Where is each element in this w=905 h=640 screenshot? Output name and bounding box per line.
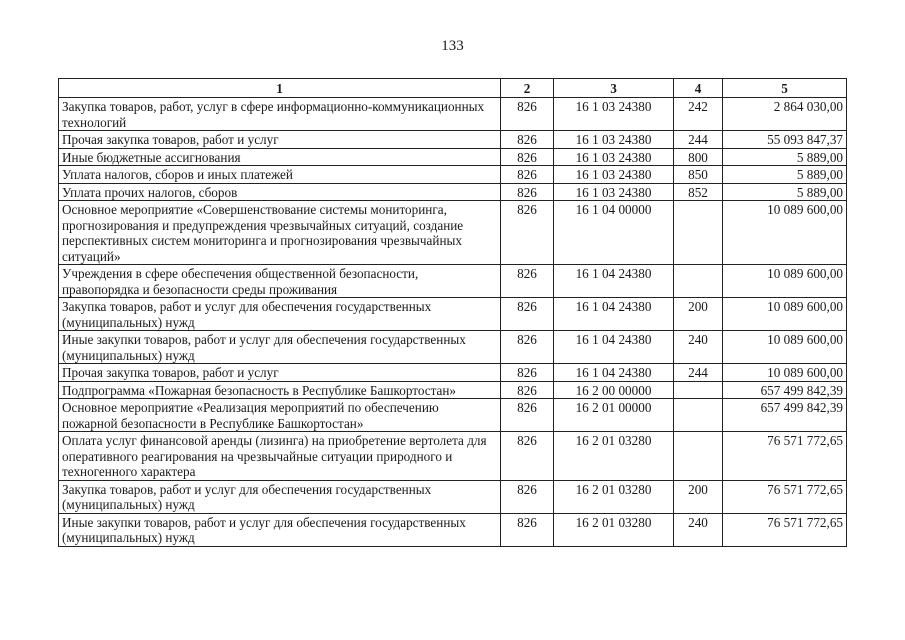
column-header: 3 xyxy=(554,79,674,98)
table-row xyxy=(59,166,847,184)
column-3-value: 16 1 03 24380 xyxy=(554,131,674,149)
item-name: Прочая закупка товаров, работ и услуг xyxy=(59,364,501,382)
amount: 5 889,00 xyxy=(723,183,847,201)
page-number: 133 xyxy=(441,38,464,54)
column-3-value: 16 2 01 03280 xyxy=(554,432,674,481)
column-4-value xyxy=(674,201,723,265)
column-4-value xyxy=(674,381,723,399)
column-4-value: 852 xyxy=(674,183,723,201)
table-row xyxy=(59,399,847,432)
column-3-value: 16 2 01 03280 xyxy=(554,480,674,513)
table-row xyxy=(59,331,847,364)
column-2-value: 826 xyxy=(501,148,554,166)
table-header-row xyxy=(59,79,847,98)
column-4-value: 200 xyxy=(674,298,723,331)
column-4-value: 240 xyxy=(674,513,723,546)
column-2-value: 826 xyxy=(501,201,554,265)
amount: 2 864 030,00 xyxy=(723,98,847,131)
item-name: Иные бюджетные ассигнования xyxy=(59,148,501,166)
item-name: Иные закупки товаров, работ и услуг для обеспечения государственных (муниципальных) нужд xyxy=(59,331,501,364)
amount: 5 889,00 xyxy=(723,166,847,184)
column-header: 5 xyxy=(723,79,847,98)
item-name: Прочая закупка товаров, работ и услуг xyxy=(59,131,501,149)
amount: 10 089 600,00 xyxy=(723,364,847,382)
table-row xyxy=(59,131,847,149)
table-row xyxy=(59,183,847,201)
column-2-value: 826 xyxy=(501,98,554,131)
amount: 657 499 842,39 xyxy=(723,381,847,399)
column-4-value: 242 xyxy=(674,98,723,131)
column-2-value: 826 xyxy=(501,298,554,331)
item-name: Оплата услуг финансовой аренды (лизинга) на приобретение вертолета для оперативного реагирования на чрезвычайные ситуации природного и техногенного характера xyxy=(59,432,501,481)
item-name: Уплата налогов, сборов и иных платежей xyxy=(59,166,501,184)
amount: 5 889,00 xyxy=(723,148,847,166)
column-3-value: 16 1 03 24380 xyxy=(554,166,674,184)
column-4-value: 244 xyxy=(674,364,723,382)
column-3-value: 16 2 01 03280 xyxy=(554,513,674,546)
column-3-value: 16 2 01 00000 xyxy=(554,399,674,432)
column-2-value: 826 xyxy=(501,131,554,149)
budget-table xyxy=(58,78,847,547)
amount: 76 571 772,65 xyxy=(723,480,847,513)
column-4-value xyxy=(674,399,723,432)
column-2-value: 826 xyxy=(501,183,554,201)
column-4-value: 850 xyxy=(674,166,723,184)
table-row xyxy=(59,513,847,546)
column-4-value: 240 xyxy=(674,331,723,364)
column-2-value: 826 xyxy=(501,381,554,399)
table-row xyxy=(59,364,847,382)
item-name: Уплата прочих налогов, сборов xyxy=(59,183,501,201)
table-row xyxy=(59,298,847,331)
column-4-value: 200 xyxy=(674,480,723,513)
table-row xyxy=(59,201,847,265)
amount: 10 089 600,00 xyxy=(723,298,847,331)
amount: 657 499 842,39 xyxy=(723,399,847,432)
item-name: Учреждения в сфере обеспечения общественной безопасности, правопорядка и безопасности среды проживания xyxy=(59,265,501,298)
item-name: Подпрограмма «Пожарная безопасность в Республике Башкортостан» xyxy=(59,381,501,399)
column-header: 4 xyxy=(674,79,723,98)
item-name: Иные закупки товаров, работ и услуг для обеспечения государственных (муниципальных) нужд xyxy=(59,513,501,546)
table-row xyxy=(59,148,847,166)
amount: 10 089 600,00 xyxy=(723,331,847,364)
column-4-value: 244 xyxy=(674,131,723,149)
column-2-value: 826 xyxy=(501,364,554,382)
table-row xyxy=(59,98,847,131)
column-2-value: 826 xyxy=(501,513,554,546)
column-3-value: 16 1 04 24380 xyxy=(554,298,674,331)
item-name: Основное мероприятие «Реализация мероприятий по обеспечению пожарной безопасности в Республике Башкортостан» xyxy=(59,399,501,432)
item-name: Закупка товаров, работ и услуг для обеспечения государственных (муниципальных) нужд xyxy=(59,480,501,513)
column-2-value: 826 xyxy=(501,480,554,513)
amount: 10 089 600,00 xyxy=(723,265,847,298)
item-name: Закупка товаров, работ и услуг для обеспечения государственных (муниципальных) нужд xyxy=(59,298,501,331)
table-row xyxy=(59,432,847,481)
column-3-value: 16 1 04 24380 xyxy=(554,331,674,364)
column-4-value: 800 xyxy=(674,148,723,166)
column-2-value: 826 xyxy=(501,331,554,364)
column-3-value: 16 2 00 00000 xyxy=(554,381,674,399)
column-2-value: 826 xyxy=(501,166,554,184)
amount: 10 089 600,00 xyxy=(723,201,847,265)
column-3-value: 16 1 03 24380 xyxy=(554,148,674,166)
column-2-value: 826 xyxy=(501,265,554,298)
column-3-value: 16 1 03 24380 xyxy=(554,98,674,131)
amount: 55 093 847,37 xyxy=(723,131,847,149)
column-4-value xyxy=(674,432,723,481)
amount: 76 571 772,65 xyxy=(723,432,847,481)
amount: 76 571 772,65 xyxy=(723,513,847,546)
table-row xyxy=(59,265,847,298)
column-2-value: 826 xyxy=(501,432,554,481)
column-header: 2 xyxy=(501,79,554,98)
item-name: Закупка товаров, работ, услуг в сфере информационно-коммуникационных технологий xyxy=(59,98,501,131)
column-4-value xyxy=(674,265,723,298)
column-3-value: 16 1 03 24380 xyxy=(554,183,674,201)
column-3-value: 16 1 04 24380 xyxy=(554,364,674,382)
column-2-value: 826 xyxy=(501,399,554,432)
table-row xyxy=(59,480,847,513)
column-3-value: 16 1 04 00000 xyxy=(554,201,674,265)
column-3-value: 16 1 04 24380 xyxy=(554,265,674,298)
table-row xyxy=(59,381,847,399)
item-name: Основное мероприятие «Совершенствование системы мониторинга, прогнозирования и предупреждения чрезвычайных ситуаций, создание перспективных систем мониторинга и прогнозирования чрезвычайных ситуаций» xyxy=(59,201,501,265)
column-header: 1 xyxy=(59,79,501,98)
